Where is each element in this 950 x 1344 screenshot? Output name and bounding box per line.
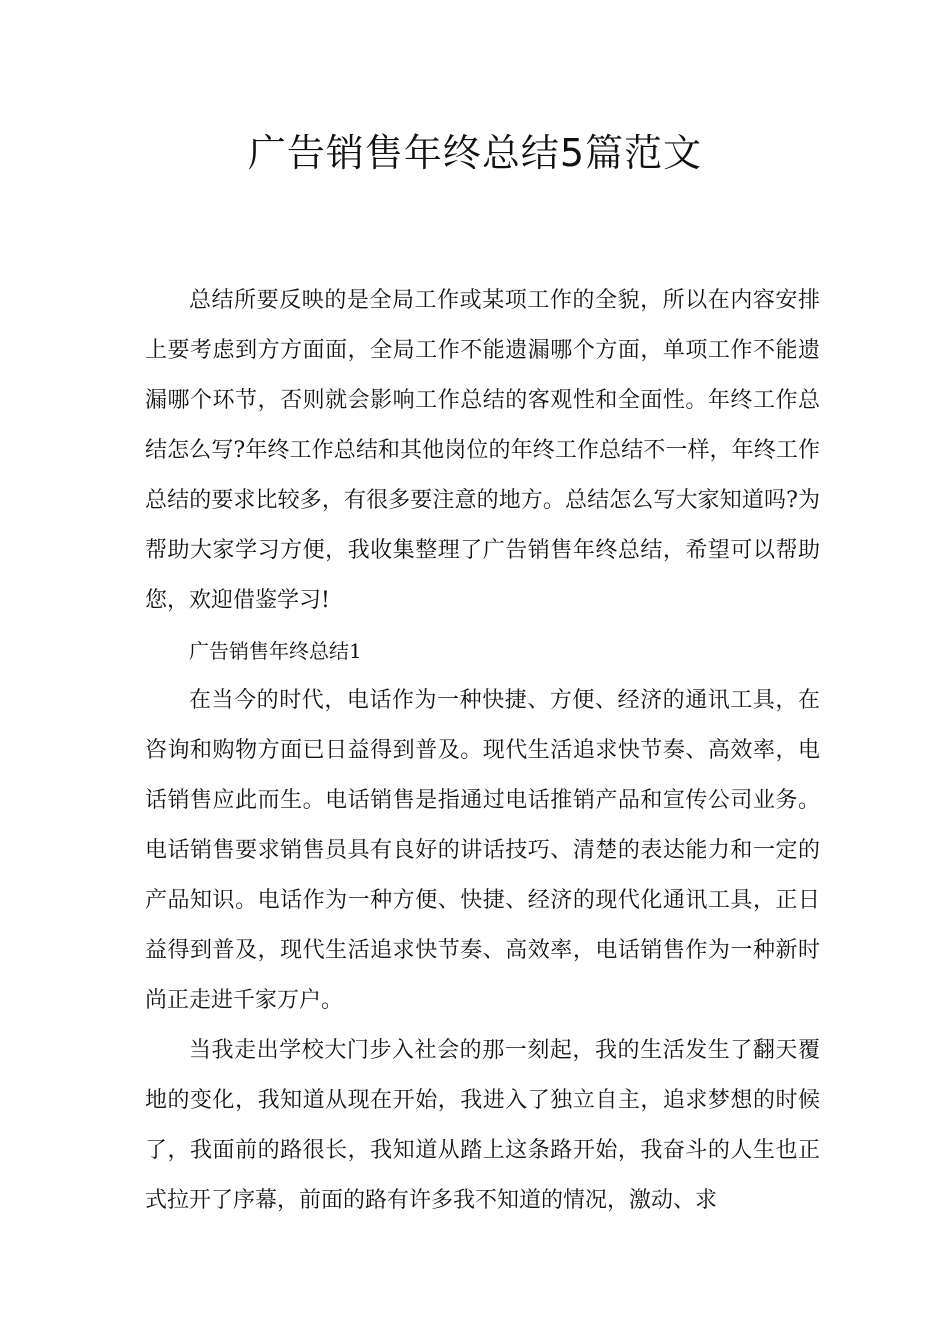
document-title: 广告销售年终总结5篇范文 <box>247 131 703 175</box>
body-paragraph: 当我走出学校大门步入社会的那一刻起，我的生活发生了翻天覆地的变化，我知道从现在开始，我进入了独立自主，追求梦想的时候了，我面前的路很长，我知道从踏上这条路开始，我奋斗的人生也正式拉开了序幕，前面的路有许多我不知道的情况，激动、求 <box>145 1038 820 1213</box>
intro-paragraph: 总结所要反映的是全局工作或某项工作的全貌，所以在内容安排上要考虑到方方面面，全局工作不能遗漏哪个方面，单项工作不能遗漏哪个环节，否则就会影响工作总结的客观性和全面性。年终工作总结怎么写?年终工作总结和其他岗位的年终工作总结不一样，年终工作总结的要求比较多，有很多要注意的地方。总结怎么写大家知道吗?为帮助大家学习方便，我收集整理了广告销售年终总结，希望可以帮助您，欢迎借鉴学习! <box>145 288 820 613</box>
section-heading: 广告销售年终总结1 <box>189 639 362 663</box>
body-paragraph: 在当今的时代，电话作为一种快捷、方便、经济的通讯工具，在咨询和购物方面已日益得到普及。现代生活追求快节奏、高效率，电话销售应此而生。电话销售是指通过电话推销产品和宣传公司业务。电话销售要求销售员具有良好的讲话技巧、清楚的表达能力和一定的产品知识。电话作为一种方便、快捷、经济的现代化通讯工具，正日益得到普及，现代生活追求快节奏、高效率，电话销售作为一种新时尚正走进千家万户。 <box>145 688 820 1013</box>
document-body <box>145 276 820 1226</box>
